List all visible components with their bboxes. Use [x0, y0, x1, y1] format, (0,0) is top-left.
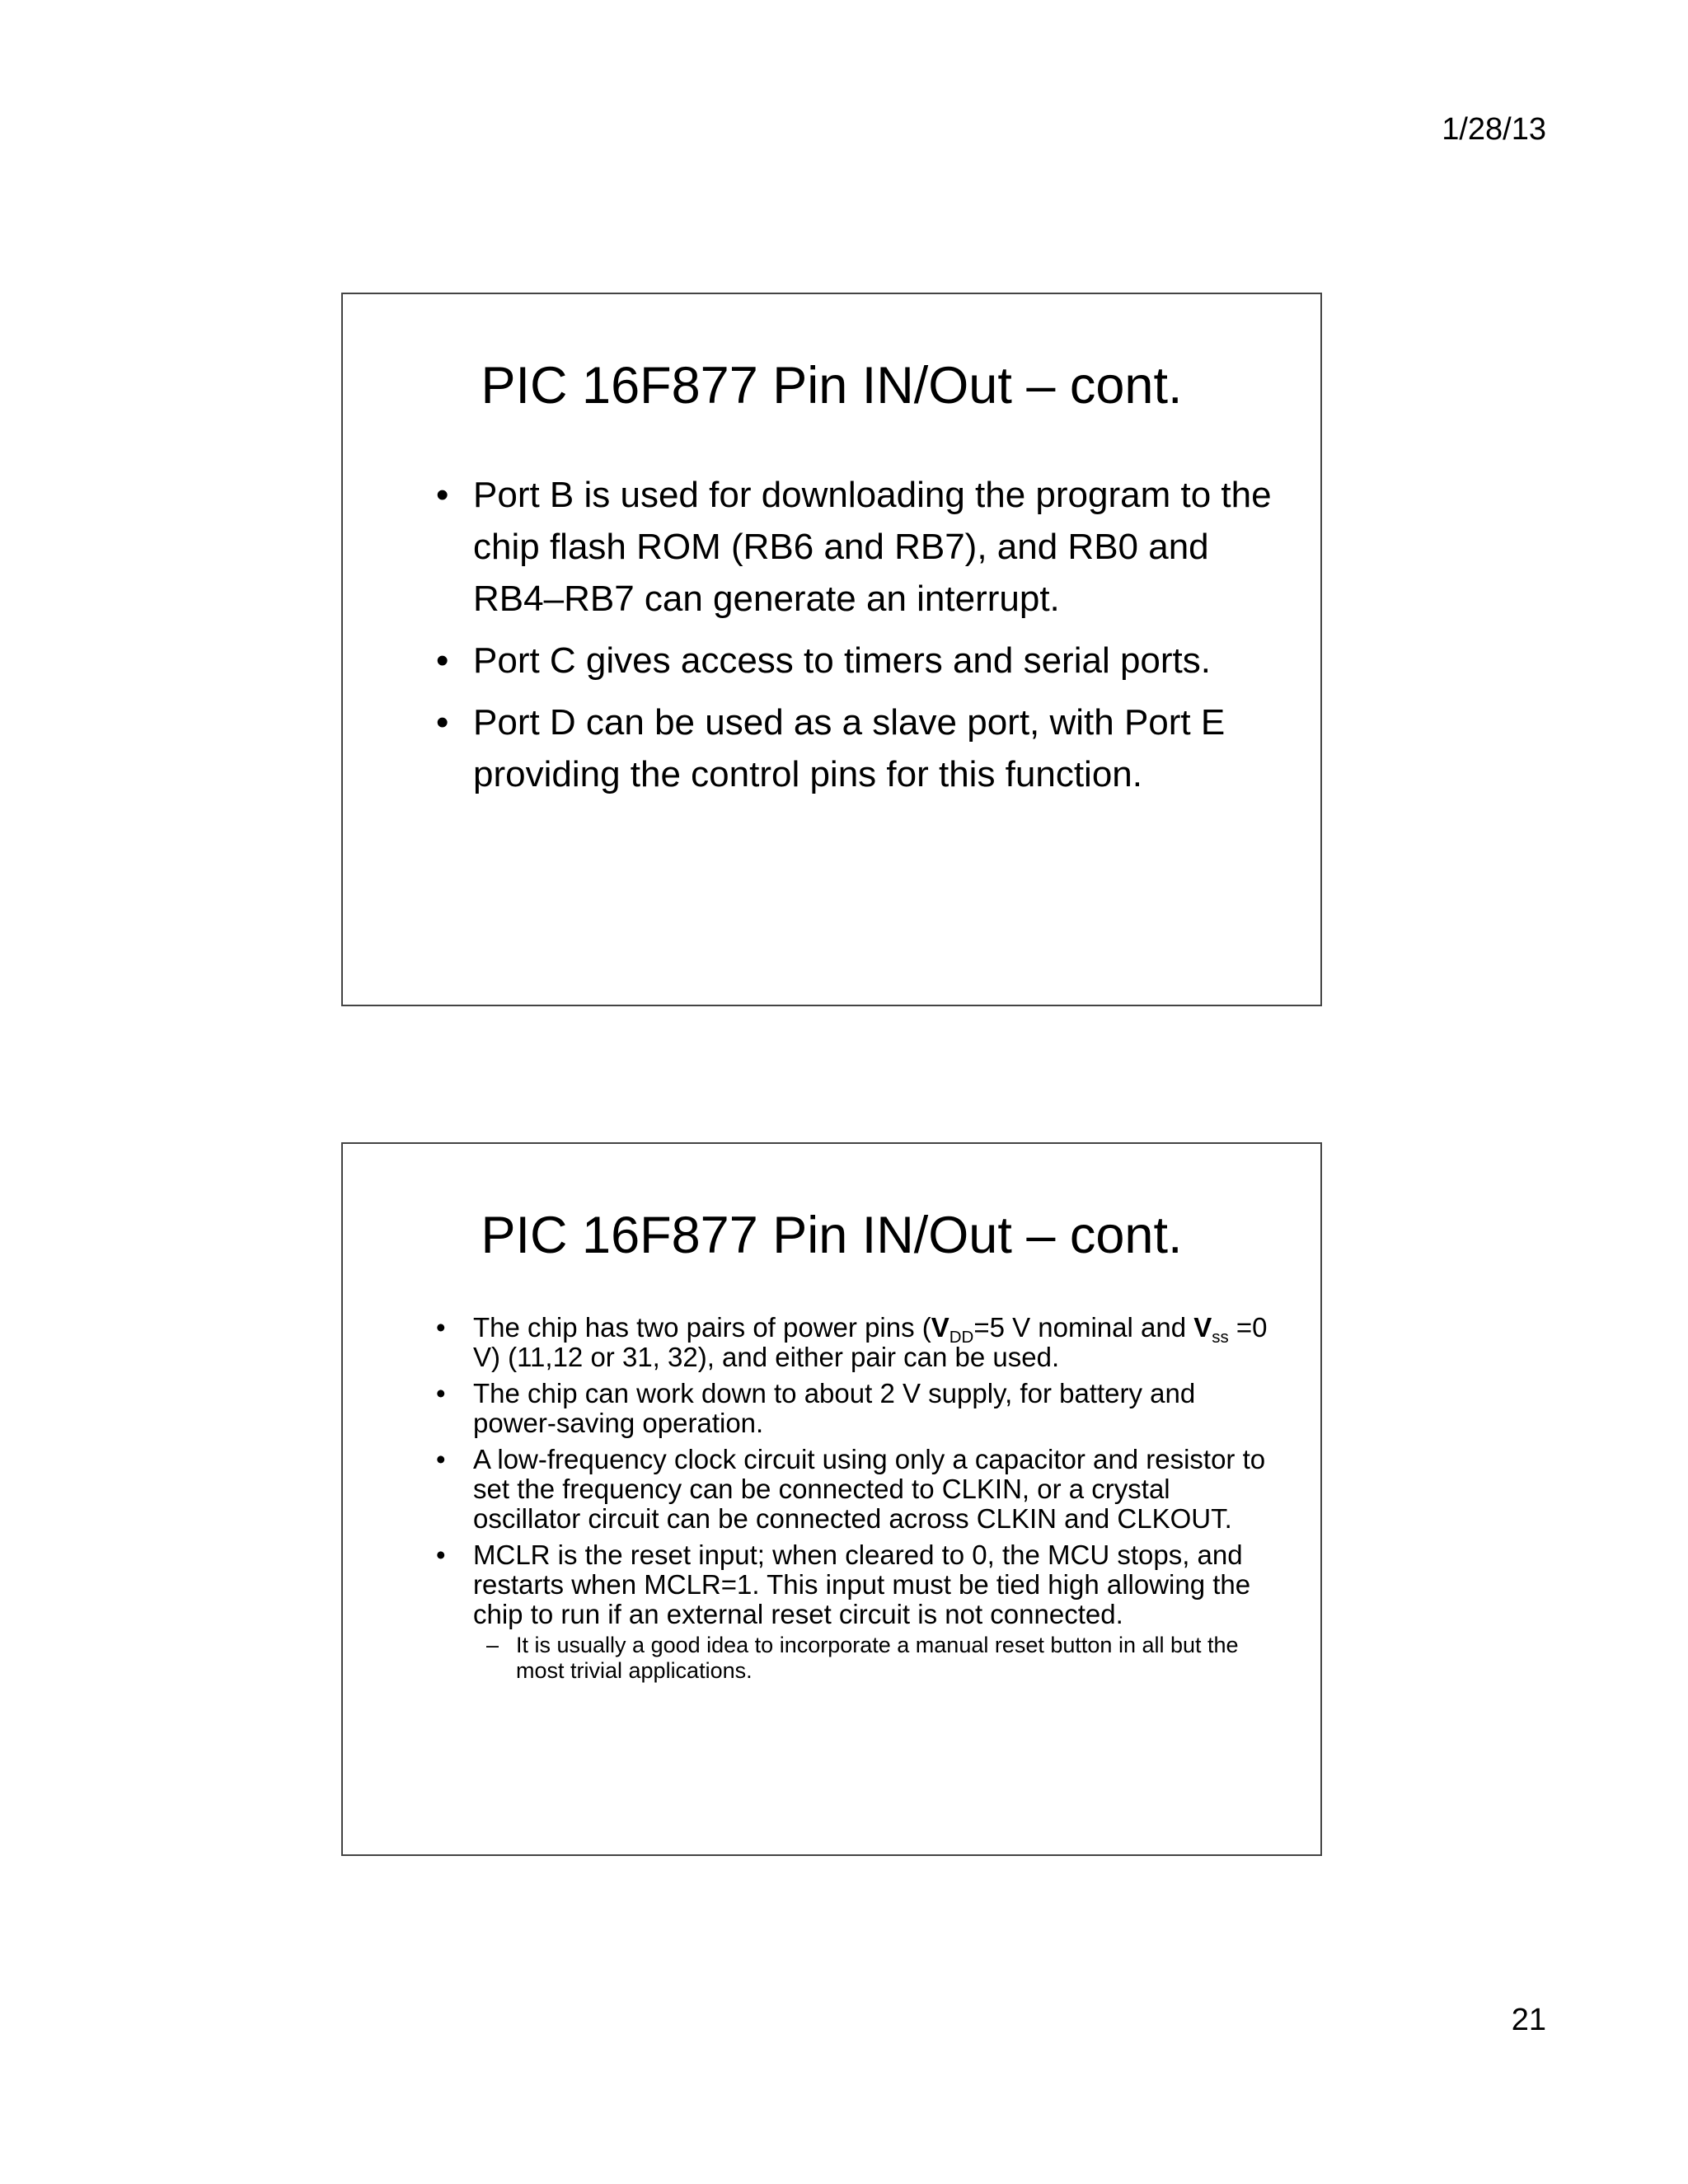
bullet-item: [436, 1540, 1279, 1684]
bullet-list: [436, 1313, 1279, 1690]
bullet-item: • Port C gives access to timers and serial ports.: [436, 635, 1287, 687]
vss-subscript: ss: [1212, 1328, 1229, 1347]
sub-bullet-list: [473, 1633, 1279, 1684]
vdd-subscript: DD: [949, 1328, 974, 1347]
bullet-item-power-pins: [436, 1313, 1279, 1372]
bullet-item: • Port B is used for downloading the program to the chip flash ROM (RB6 and RB7), and RB0 and RB4–RB7 can generate an interrupt.: [436, 469, 1287, 625]
slide-2: [341, 1142, 1322, 1856]
slide-1: [341, 293, 1322, 1006]
page-number: 21: [1511, 2003, 1546, 2037]
bullet-item: • Port D can be used as a slave port, with Port E providing the control pins for this function.: [436, 696, 1287, 800]
bullet-text: =5 V nominal and: [973, 1312, 1194, 1343]
vss-symbol: V: [1193, 1312, 1212, 1343]
page-date: 1/28/13: [1442, 112, 1546, 147]
vdd-symbol: V: [931, 1312, 950, 1343]
bullet-text: =0 V) (11,12 or 31, 32), and either pair can be used.: [473, 1312, 1268, 1372]
bullet-text: The chip has two pairs of power pins (: [473, 1312, 931, 1343]
bullet-item: • A low-frequency clock circuit using only a capacitor and resistor to set the frequency can be connected to CLKIN, or a crystal oscillator circuit can be connected across CLKIN and CLKOUT.: [436, 1445, 1279, 1534]
slide-title: PIC 16F877 Pin IN/Out – cont.: [481, 357, 1183, 415]
bullet-text: MCLR is the reset input; when cleared to 0, the MCU stops, and restarts when MCLR=1. This input must be tied high allowing the chip to run if an external reset circuit is not connected.: [473, 1540, 1251, 1629]
bullet-list: [436, 469, 1287, 810]
bullet-item: • The chip can work down to about 2 V supply, for battery and power-saving operation.: [436, 1379, 1279, 1438]
slide-title: PIC 16F877 Pin IN/Out – cont.: [481, 1207, 1183, 1264]
sub-bullet-item: – It is usually a good idea to incorporate a manual reset button in all but the most trivial applications.: [473, 1633, 1279, 1684]
